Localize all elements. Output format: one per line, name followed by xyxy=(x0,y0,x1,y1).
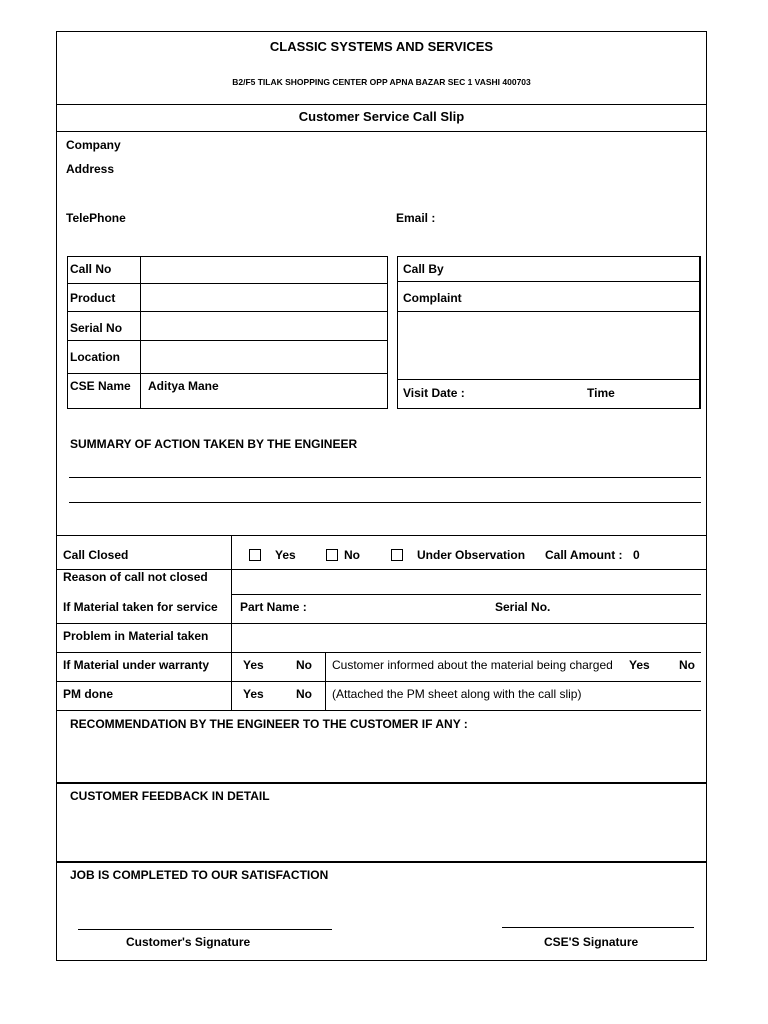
complaint-field[interactable] xyxy=(398,312,699,378)
product-field[interactable] xyxy=(141,284,387,311)
customer-signature-line[interactable] xyxy=(78,929,332,930)
recommendation-field[interactable] xyxy=(57,735,706,781)
reason-field[interactable] xyxy=(232,570,701,594)
time-label: Time xyxy=(587,386,615,400)
informed-no-option[interactable]: No xyxy=(679,658,695,672)
warranty-no-option[interactable]: No xyxy=(296,658,312,672)
divider xyxy=(56,782,707,784)
call-no-field[interactable] xyxy=(141,257,387,283)
location-label: Location xyxy=(70,350,120,364)
cse-signature-label: CSE'S Signature xyxy=(544,935,639,949)
feedback-label: CUSTOMER FEEDBACK IN DETAIL xyxy=(70,789,270,803)
company-label: Company xyxy=(66,138,121,152)
serial-no-label: Serial No xyxy=(70,321,123,335)
call-closed-yes-label: Yes xyxy=(275,548,296,562)
call-closed-no-checkbox[interactable] xyxy=(326,549,338,561)
divider xyxy=(231,594,701,595)
divider xyxy=(56,535,707,536)
pm-note: (Attached the PM sheet along with the call slip) xyxy=(332,687,582,701)
product-label: Product xyxy=(70,291,116,305)
call-closed-no-label: No xyxy=(344,548,360,562)
divider xyxy=(56,681,701,682)
completion-label: JOB IS COMPLETED TO OUR SATISFACTION xyxy=(70,868,329,882)
problem-label: Problem in Material taken xyxy=(63,629,209,643)
address-label: Address xyxy=(66,162,115,176)
divider xyxy=(397,281,701,282)
call-amount-value[interactable]: 0 xyxy=(633,548,640,562)
material-serial-no-label: Serial No. xyxy=(495,600,551,614)
call-closed-yes-checkbox[interactable] xyxy=(249,549,261,561)
call-closed-label: Call Closed xyxy=(63,548,129,562)
recommendation-label: RECOMMENDATION BY THE ENGINEER TO THE CUSTOMER IF ANY : xyxy=(70,717,468,731)
cse-name-label: CSE Name xyxy=(70,379,131,393)
form-title: Customer Service Call Slip xyxy=(298,109,465,124)
pm-no-option[interactable]: No xyxy=(296,687,312,701)
reason-label: Reason of call not closed xyxy=(63,570,208,584)
warranty-label: If Material under warranty xyxy=(63,658,210,672)
summary-label: SUMMARY OF ACTION TAKEN BY THE ENGINEER xyxy=(70,437,358,451)
divider xyxy=(56,710,701,711)
summary-line[interactable] xyxy=(69,477,701,478)
customer-informed-label: Customer informed about the material being charged xyxy=(332,658,613,672)
divider xyxy=(56,861,707,863)
divider xyxy=(56,652,701,653)
call-amount-label: Call Amount : xyxy=(545,548,623,562)
complaint-label: Complaint xyxy=(403,291,462,305)
problem-field[interactable] xyxy=(232,624,701,652)
material-service-label: If Material taken for service xyxy=(63,600,218,614)
part-name-label: Part Name : xyxy=(240,600,307,614)
divider xyxy=(56,131,707,132)
customer-signature-label: Customer's Signature xyxy=(126,935,251,949)
location-field[interactable] xyxy=(141,341,387,373)
serial-no-field[interactable] xyxy=(141,312,387,340)
email-label: Email : xyxy=(396,211,436,225)
company-name: CLASSIC SYSTEMS AND SERVICES xyxy=(269,39,494,54)
under-observation-checkbox[interactable] xyxy=(391,549,403,561)
telephone-label: TelePhone xyxy=(66,211,126,225)
divider xyxy=(67,373,388,374)
call-no-label: Call No xyxy=(70,262,112,276)
under-observation-label: Under Observation xyxy=(417,548,526,562)
pm-done-label: PM done xyxy=(63,687,113,701)
divider xyxy=(56,104,707,105)
feedback-field[interactable] xyxy=(57,806,706,860)
summary-line[interactable] xyxy=(69,502,701,503)
informed-yes-option[interactable]: Yes xyxy=(629,658,650,672)
call-by-label: Call By xyxy=(403,262,444,276)
divider xyxy=(397,379,701,380)
cse-name-value[interactable]: Aditya Mane xyxy=(148,379,219,393)
warranty-yes-option[interactable]: Yes xyxy=(243,658,264,672)
cse-signature-line[interactable] xyxy=(502,927,694,928)
company-address: B2/F5 TILAK SHOPPING CENTER OPP APNA BAZAR SEC 1 VASHI 400703 xyxy=(232,77,531,87)
visit-date-label: Visit Date : xyxy=(403,386,465,400)
pm-yes-option[interactable]: Yes xyxy=(243,687,264,701)
